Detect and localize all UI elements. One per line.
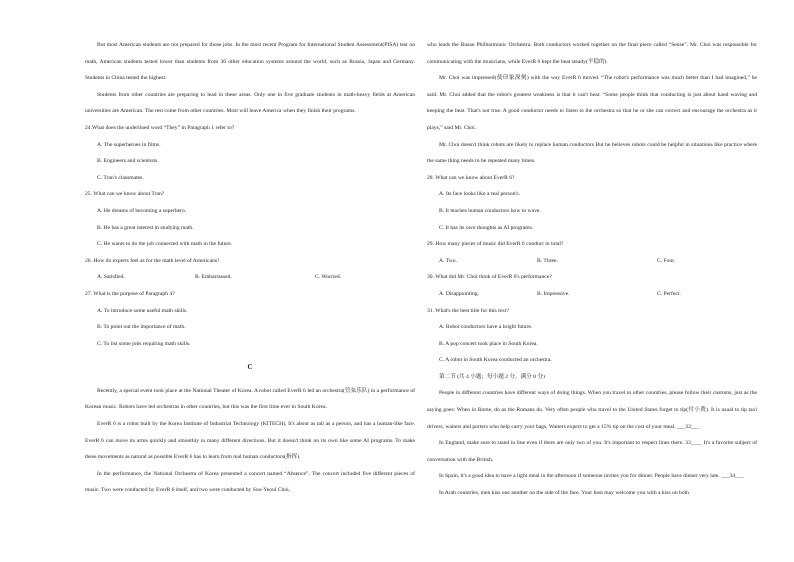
option-29a: A. Two. [439,257,457,264]
option-30a: A. Disappointing. [439,290,479,297]
options-26 [85,269,415,286]
option-24c: C. Tran's classmates. [97,174,144,181]
question-30: 30. What did Mr. Choi think of EverR 6's performance? [427,274,552,281]
section-heading-c: C [247,363,253,372]
question-25: 25. What can we know about Tran? [85,191,165,198]
passage-paragraph: People in different countries have different ways of doing things. When you travel to other countries, please follow their customs, just as the saying goes: When in Rome, do as the Romans do. Very often people who travel to the United States forget to tip(付小费). It is usual to tip taxi drivers, waiters and porters who help carry your bags. Waiters expect to get a 15% tip on the cost of your meal. ___32___ [427,390,757,430]
passage-paragraph: Students from other countries are preparing to lead in these areas. Only one in five graduate students in math-heavy fields at American universities are American. The rest come from other countries. Most will leave America when they finish their programs. [85,91,415,115]
question-27: 27. What is the purpose of Paragraph 4? [85,290,175,297]
question-24: 24.What does the underlined word “They” in Paragraph 1 refer to? [85,124,235,131]
option-30c: C. Perfect. [657,290,681,297]
option-30b: B. Impressive. [537,290,570,297]
option-24a: A. The superheroes in films. [97,141,161,148]
right-column [427,37,757,502]
section-2-heading: 第二节 (共 4 小题；每小题 2 分，满分 8 分) [439,373,545,380]
question-29: 29. How many pieces of music did EverR 6 conduct in total? [427,241,564,248]
option-26a: A. Satisfied. [97,274,125,281]
option-31b: B. A pop concert took place in South Korea. [439,340,538,347]
option-29b: B. Three. [537,257,558,264]
left-column [85,37,415,499]
option-29c: C. Four. [657,257,676,264]
option-28a: A. Its face looks like a real person's. [439,191,521,198]
option-25a: A. He dreams of becoming a superhero. [97,207,187,214]
passage-paragraph: EverR 6 is a robot built by the Korea Institute of Industrial Technology (KITECH). It's about as tall as a person, and has a human-like face. EverR 6 can move its arms quickly and smoothly in many different directions. But it doesn't think on its own like some AI programs. To make these movements as natural as possible EverR 6 has to learn from real human conductors(指挥). [85,421,415,461]
passage-paragraph: In Arab countries, men kiss one another on the side of the face. Your host may welcome you with a kiss on both [439,490,689,497]
passage-paragraph: In Spain, it's a good idea to have a light meal in the afternoon if someone invites you for dinner. People have dinner very late. ___34___ [439,473,744,480]
option-27b: B. To point out the importance of math. [97,324,186,331]
passage-paragraph: But most American students are not prepared for those jobs. In the most recent Program for International Student Assessment(PISA) test on math, American students tested lower than students from 36 other education systems around the world, such as Russia, Japan and Germany. Students in China tested the highest. [85,42,415,82]
options-30 [427,286,757,303]
option-27c: C. To list some jobs requiring math skills. [97,340,191,347]
question-26: 26. How do experts feel as for the math level of Americans? [85,257,220,264]
option-27a: A. To introduce some useful math skills. [97,307,188,314]
option-25c: C. He wants to do the job connected with math in the future. [97,241,233,248]
passage-paragraph: In England, make sure to stand in line even if there are only two of you. It's important to respect lines there. 33____ It's a favorite subject of conversation with the British. [427,440,757,463]
option-26c: C. Worried. [315,274,342,281]
passage-paragraph: who leads the Busan Philharmonic Orchestra. Both conductors worked together on the final piece called “Sense”. Mr. Choi was responsible for communicating with the musicians, while EverR 6 kept the beat steady(平稳的). [427,42,757,65]
option-28c: C. It has its own thoughts as AI programs. [439,224,534,231]
option-25b: B. He has a great interest in studying math. [97,224,194,231]
option-28b: B. It teaches human conductors how to wave. [439,207,541,214]
passage-paragraph: Mr. Choi doesn't think robots are likely to replace human conductors But he believes robots could be helpful in situations like practice where the same thing needs to be repeated many times. [427,141,757,165]
option-26b: B. Embarrassed. [195,274,232,281]
passage-paragraph: Recently, a special event took place at the National Theater of Korea. A robot called EverR 6 led an orchestra(管弦乐队) in a performance of Korean music. Robots have led orchestras in other countries, but this was the first time ever in South Korea. [85,387,415,411]
option-31c: C. A robot in South Korea conducted an orchestra. [439,357,552,364]
passage-paragraph: In the performance, the National Orchestra of Korea presented a concert named “Absence”. The concert included five different pieces of music. Two were conducted by EverR 6 itself, and two were conducted by Soo-Yeoul Choi, [85,470,415,494]
option-24b: B. Engineers and scientists. [97,158,159,165]
options-29 [427,253,757,270]
question-31: 31. What's the best title for this text? [427,307,509,314]
question-28: 28. What can we know about EverR 6? [427,174,515,181]
option-31a: A. Robot conductors have a bright future. [439,324,533,331]
passage-paragraph: Mr. Choi was impressed(使印象深刻) with the way EverR 6 moved. “The robot's performance was much better than I had imagined,” he said. Mr. Choi added that the robot's greatest weakness is that it can't hear. “Some people think that conducting is just about hand waving and keeping the beat. That's not true. A good conductor needs to listen to the orchestra so that he or she can correct and encourage the orchestra as it plays,” said Mr. Choi. [427,75,757,131]
